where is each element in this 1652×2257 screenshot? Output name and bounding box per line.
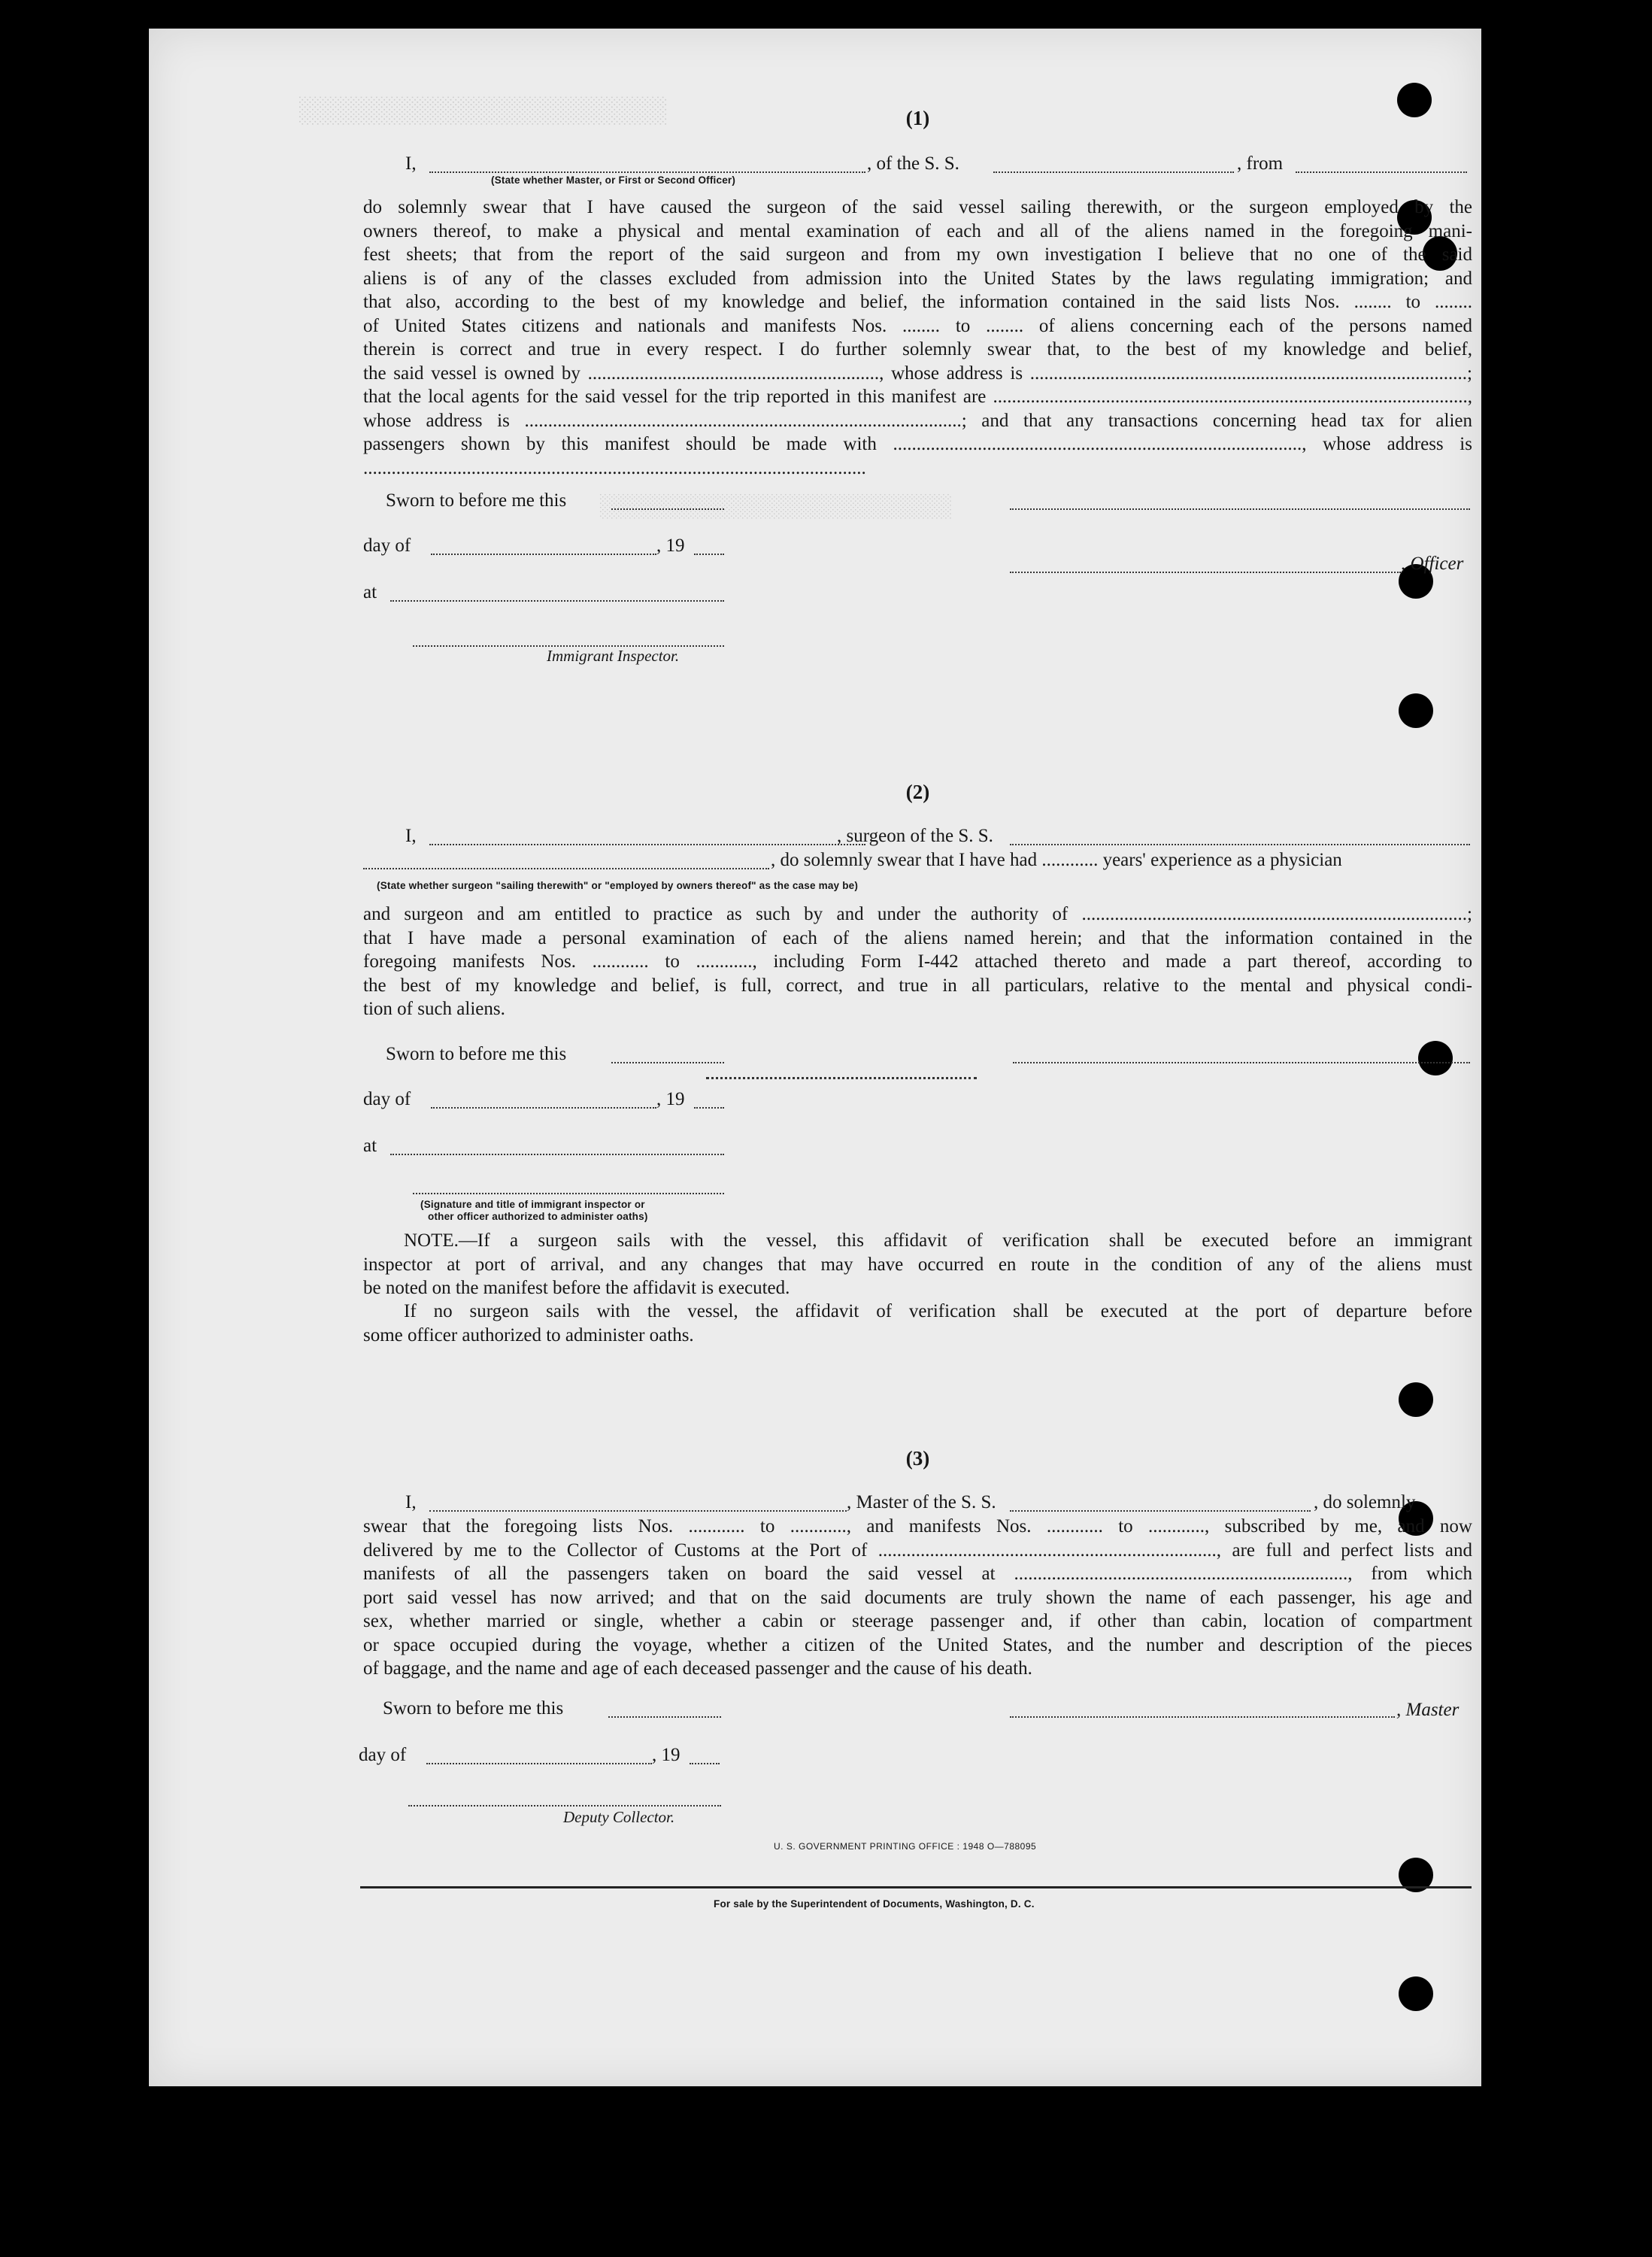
year-label: , 19 [656,1089,685,1109]
footer-rule [360,1886,1472,1888]
officer-label: , Officer [1401,554,1464,574]
surgeon-of-label: , surgeon of the S. S. [837,826,993,846]
officer-caption: (State whether Master, or First or Second Officer) [491,174,736,186]
sworn-blank[interactable] [611,508,724,510]
master-signature-blank[interactable] [1010,1716,1395,1718]
form-page [149,29,1481,2086]
day-of-label: day of [363,1089,411,1109]
signature-caption: (Signature and title of immigrant inspector or [420,1199,645,1210]
paragraph-line: fest sheets; that from the report of the said surgeon and from my own investigation I believe that no one of the said [363,244,1472,265]
vessel-blank[interactable] [993,171,1234,173]
master-label: , Master [1396,1700,1460,1720]
master-paragraph [363,1515,1472,1681]
surgeon-type-blank[interactable] [363,868,769,869]
collector-signature-blank[interactable] [408,1805,721,1807]
section-number: (1) [905,107,930,129]
year-label: , 19 [656,535,685,556]
experience-line: , do solemnly swear that I have had ............ years' experience as a physician [771,850,1342,870]
oath-line-start: I, [405,1492,417,1512]
punch-hole [1399,693,1433,728]
at-blank[interactable] [390,600,724,602]
paragraph-line: that also, according to the best of my knowledge and belief, the information contained in the said lists Nos. ........ to ........ [363,292,1472,312]
day-blank[interactable] [431,554,656,555]
vessel-blank[interactable] [1010,844,1470,845]
bleed-through-text: ░░░░░░░░░░░░░░░░░░░░░░░░░░ [600,495,953,520]
paragraph-line: whose address is .............................................................................................; and that any transactions concerning head tax for alien [363,410,1472,431]
section-number: (3) [905,1447,930,1470]
sworn-label: Sworn to before me this [386,1044,567,1064]
paragraph-line: swear that the foregoing lists Nos. ............ to ............, and manifests Nos. ............ to ............, subscribed by me, and now [363,1516,1472,1537]
oath-line-start: I, [405,153,417,174]
day-blank[interactable] [431,1107,656,1109]
paragraph-line: inspector at port of arrival, and any changes that may have occurred en route in the condition of any of the aliens must [363,1254,1472,1275]
punch-hole [1399,1382,1433,1417]
paragraph-line: of United States citizens and nationals and manifests Nos. ........ to ........ of aliens concerning each of the persons named [363,315,1472,336]
bleed-through-text: ░░░░░░░░░░░░░░░░░░░░░░░░ [299,98,668,126]
year-blank[interactable] [694,1107,724,1109]
year-label: , 19 [652,1745,681,1765]
paragraph-line: NOTE.—If a surgeon sails with the vessel, this affidavit of verification shall be executed before an immigrant [404,1230,1472,1251]
note-paragraph [363,1300,1472,1347]
at-blank[interactable] [390,1154,724,1155]
vessel-blank[interactable] [1010,1510,1311,1512]
day-of-label: day of [359,1745,407,1765]
oath-paragraph [363,196,1472,480]
paragraph-line: owners thereof, to make a physical and mental examination of each and all of the aliens named in the foregoing mani- [363,220,1472,241]
collector-label: Deputy Collector. [563,1808,675,1826]
year-blank[interactable] [690,1763,720,1764]
paragraph-line: manifests of all the passengers taken on board the said vessel at ......................................................................., from which [363,1564,1472,1584]
paragraph-line: be noted on the manifest before the affidavit is executed. [363,1278,790,1298]
inspector-signature-blank[interactable] [413,1193,724,1194]
sworn-blank[interactable] [608,1716,721,1718]
oath-line-start: I, [405,826,417,846]
paragraph-line: that the local agents for the said vessel for the trip reported in this manifest are ....................................................................................................., [363,387,1472,407]
year-blank[interactable] [694,554,724,555]
paragraph-line: If no surgeon sails with the vessel, the affidavit of verification shall be executed at the port of departure before [404,1301,1472,1321]
signature-trace [706,1077,977,1079]
paragraph-line: tion of such aliens. [363,999,505,1019]
at-label: at [363,1136,377,1156]
surgeon-paragraph [363,902,1472,1021]
sworn-label: Sworn to before me this [386,490,567,511]
paragraph-line: delivered by me to the Collector of Customs at the Port of ........................................................................, are full and perfect lists and [363,1540,1472,1561]
paragraph-line: port said vessel has now arrived; and that on the said documents are truly shown the name of each passenger, his age and [363,1587,1472,1608]
paragraph-line: do solemnly swear that I have caused the surgeon of the said vessel sailing therewith, or the surgeon employed by the [363,197,1472,217]
day-of-label: day of [363,535,411,556]
of-the-ss-label: , of the S. S. [867,153,959,174]
inspector-label: Immigrant Inspector. [547,647,680,665]
paragraph-line: therein is correct and true in every respect. I do further solemnly swear that, to the best of my knowledge and belief, [363,339,1472,359]
sworn-label: Sworn to before me this [383,1698,564,1719]
officer-signature-blank[interactable] [1010,508,1470,510]
punch-hole [1399,1976,1433,2011]
sworn-blank[interactable] [611,1062,724,1063]
paragraph-line: some officer authorized to administer oaths. [363,1324,694,1345]
paragraph-line: passengers shown by this manifest should be made with ......................................................................................., whose address is [363,434,1472,454]
at-label: at [363,582,377,602]
paragraph-line: or space occupied during the voyage, whether a citizen of the United States, and the number and description of the pieces [363,1634,1472,1655]
from-blank[interactable] [1296,171,1467,173]
paragraph-line: of baggage, and the name and age of each deceased passenger and the cause of his death. [363,1658,1032,1679]
master-of-label: , Master of the S. S. [847,1492,996,1512]
solemnly-label: , do solemnly [1314,1492,1416,1512]
sale-notice: For sale by the Superintendent of Documents, Washington, D. C. [714,1898,1035,1910]
paragraph-line: ........................................................................................................... [363,457,866,478]
section-number: (2) [905,781,930,803]
punch-hole [1418,1041,1453,1075]
surgeon-signature-blank[interactable] [1013,1062,1470,1063]
paragraph-line: aliens is of any of the classes excluded from admission into the United States by the laws regulating immigration; and [363,268,1472,289]
surgeon-caption: (State whether surgeon "sailing therewith" or "employed by owners thereof" as the case may be) [377,880,859,891]
day-blank[interactable] [426,1763,652,1764]
name-blank[interactable] [429,171,865,173]
paragraph-line: the said vessel is owned by .............................................................., whose address is .............................................................................................; [363,363,1472,384]
paragraph-line: and surgeon and am entitled to practice as such by and under the authority of ..................................................................................; [363,904,1472,924]
name-blank[interactable] [429,844,865,845]
printing-office-line: U. S. GOVERNMENT PRINTING OFFICE : 1948 O—788095 [774,1841,1037,1852]
name-blank[interactable] [429,1510,847,1512]
paragraph-line: the best of my knowledge and belief, is full, correct, and true in all particulars, relative to the mental and physical condi- [363,975,1472,996]
from-label: , from [1237,153,1284,174]
signature-caption: other officer authorized to administer oaths) [428,1211,648,1222]
paragraph-line: sex, whether married or single, whether a cabin or steerage passenger and, if other than cabin, location of compartment [363,1611,1472,1631]
note-paragraph [363,1229,1472,1300]
officer-title-blank[interactable] [1010,572,1401,573]
paragraph-line: that I have made a personal examination of each of the aliens named herein; and that the information contained in the [363,927,1472,948]
paragraph-line: foregoing manifests Nos. ............ to ............, including Form I-442 attached thereto and made a part thereof, according to [363,951,1472,972]
